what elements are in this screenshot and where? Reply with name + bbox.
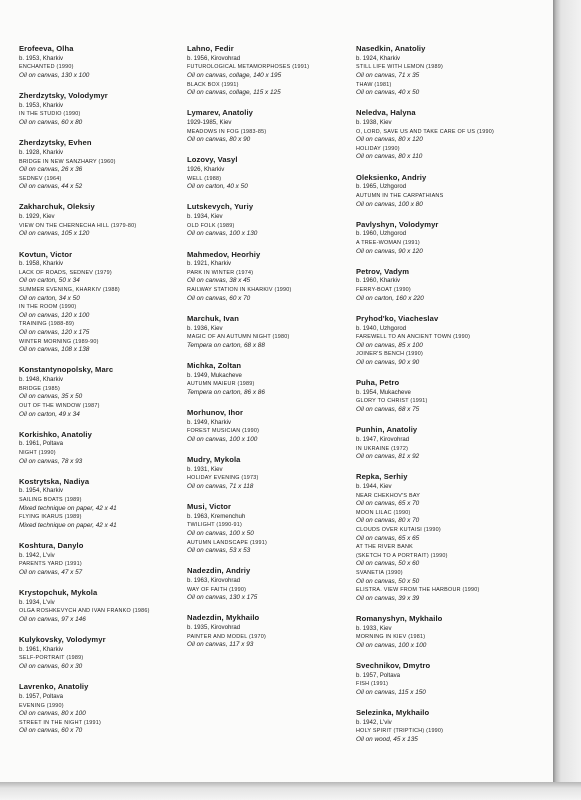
artist-entry (356, 108, 526, 162)
artwork-medium: Oil on canvas, 80 x 70 (356, 517, 420, 525)
artwork-title: FISH (1991) (356, 681, 389, 688)
artwork-medium: Oil on canvas, 97 x 146 (19, 616, 86, 623)
artwork-title: CLOUDS OVER KUTAISI (1990) (356, 526, 441, 533)
artist-name: Svechnikov, Dmytro (356, 660, 431, 670)
artwork-medium: Oil on canvas, 35 x 50 (19, 393, 83, 401)
artwork-medium: Tempera on carton, 86 x 86 (187, 388, 265, 396)
artwork-medium: Oil on canvas, 115 x 150 (356, 688, 426, 696)
artwork-medium: Oil on canvas, 60 x 70 (187, 294, 251, 302)
artist-name: Pavlyshyn, Volodymyr (356, 219, 439, 229)
artwork-title: HOLY SPIRIT (TRIPTICH) (1990) (356, 728, 444, 735)
artist-bio: b. 1936, Kiev (187, 324, 223, 332)
artwork-medium: Oil on canvas, 81 x 92 (356, 453, 420, 461)
artist-entry (187, 155, 357, 192)
artwork-title: BRIDGE (1985) (19, 385, 60, 392)
column-1 (19, 44, 189, 746)
artist-entry (19, 365, 189, 419)
artist-name: Michka, Zoltan (187, 360, 242, 370)
artwork-medium: Oil on canvas, 100 x 100 (356, 641, 427, 649)
artist-bio: b. 1953, Kharkiv (19, 101, 64, 109)
artist-name: Korkishko, Anatoliy (19, 429, 92, 439)
page-edge-shadow (553, 0, 581, 800)
artist-entry (19, 477, 189, 531)
artwork-medium: Oil on canvas, 71 x 118 (187, 482, 254, 490)
artwork-title: IN THE ROOM (1990) (19, 304, 77, 311)
artist-entry (19, 588, 189, 625)
artwork-title: OLGA ROSHKEVYCH AND IVAN FRANKO (1986) (19, 608, 150, 615)
artwork-title: PAINTER AND MODEL (1970) (187, 633, 267, 640)
artist-entry (19, 250, 189, 355)
artist-entry (187, 566, 357, 603)
artwork-title: FOREST MUSICIAN (1990) (187, 428, 260, 435)
artwork-medium: Oil on canvas, 90 x 90 (356, 358, 420, 366)
artwork-medium: Oil on canvas, 100 x 80 (356, 200, 423, 208)
artwork-medium: Oil on wood, 45 x 135 (356, 735, 418, 743)
artwork-title: WINTER MORNING (1989-90) (19, 338, 99, 345)
artist-entry (187, 250, 357, 304)
artist-bio: b. 1949, Mukacheve (187, 371, 242, 379)
artist-name: Oleksienko, Andriy (356, 172, 427, 182)
artist-bio: b. 1954, Kharkiv (19, 487, 64, 495)
artist-name: Neledva, Halyna (356, 108, 416, 118)
artist-bio: b. 1931, Kiev (187, 465, 223, 473)
artist-name: Lahno, Fedir (187, 44, 234, 53)
artwork-medium: Oil on canvas, 100 x 100 (187, 435, 258, 443)
artwork-medium: Mixed technique on paper, 42 x 41 (19, 521, 117, 529)
artwork-medium: Oil on canvas, 44 x 52 (19, 183, 83, 191)
artist-bio: b. 1940, Uzhgorod (356, 324, 407, 332)
artist-entry (19, 541, 189, 578)
artist-name: Marchuk, Ivan (187, 313, 239, 323)
artist-bio: b. 1954, Mukacheve (356, 388, 411, 396)
artist-bio: b. 1960, Uzhgorod (356, 230, 407, 238)
artwork-medium: Oil on canvas, 80 x 90 (187, 136, 251, 144)
artist-entry (356, 614, 526, 651)
artist-name: Punhin, Anatoliy (356, 425, 418, 435)
artist-entry (19, 430, 189, 467)
artist-bio: b. 1953, Kharkiv (19, 54, 64, 62)
artwork-title: LACK OF ROADS, SEDNEV (1979) (19, 269, 112, 276)
artist-entry (187, 502, 357, 556)
artwork-title: IN UKRAINE (1972) (356, 445, 409, 452)
artwork-title: SUMMER EVENING, KHARKIV (1988) (19, 287, 120, 294)
artwork-title: STREET IN THE NIGHT (1991) (19, 719, 101, 726)
artist-entry (356, 708, 526, 745)
artwork-medium: Oil on carton, 50 x 34 (19, 277, 80, 285)
artwork-medium: Oil on canvas, 100 x 50 (187, 530, 254, 538)
artist-entry (187, 202, 357, 239)
artwork-medium: Oil on carton, 40 x 50 (187, 183, 248, 191)
artist-name: Koshtura, Danylo (19, 540, 84, 550)
artwork-title: BLACK BOX (1991) (187, 81, 239, 88)
artist-bio: b. 1956, Kirovohrad (187, 54, 241, 62)
artist-entry (356, 314, 526, 368)
artist-name: Selezinka, Mykhailo (356, 707, 430, 717)
artist-name: Zakharchuk, Oleksiy (19, 202, 95, 212)
artwork-medium: Oil on canvas, 108 x 138 (19, 346, 90, 354)
artwork-medium: Oil on canvas, 60 x 80 (19, 119, 83, 127)
artwork-medium: Oil on canvas, 130 x 100 (19, 71, 90, 79)
artist-bio: b. 1963, Kirovohrad (187, 577, 241, 585)
column-3 (356, 44, 526, 755)
artwork-title: AUTUMN IN THE CARPATHIANS (356, 192, 444, 199)
artwork-title: ELISTRA. VIEW FROM THE HARBOUR (1990) (356, 587, 480, 594)
artist-bio: b. 1957, Poltava (356, 671, 401, 679)
artwork-medium: Oil on canvas, 80 x 100 (19, 710, 86, 718)
artist-bio: b. 1961, Poltava (19, 440, 64, 448)
artwork-title: VIEW ON THE CHERNECHA HILL (1979-80) (19, 222, 137, 229)
artwork-title: FAREWELL TO AN ANCIENT TOWN (1990) (356, 334, 471, 341)
artist-bio: b. 1957, Poltava (19, 692, 64, 700)
artist-name: Lutskevych, Yuriy (187, 202, 254, 212)
artwork-medium: Oil on canvas, 60 x 30 (19, 663, 83, 671)
artwork-title: PARK IN WINTER (1974) (187, 269, 254, 276)
artwork-title: SAILING BOATS (1989) (19, 497, 82, 504)
artwork-title: TWILIGHT (1990-91) (187, 522, 243, 529)
artwork-title: TRAINING (1988-89) (19, 321, 75, 328)
artwork-medium: Oil on canvas, 120 x 175 (19, 329, 90, 337)
artist-bio: b. 1947, Kirovohrad (356, 435, 410, 443)
artist-entry (356, 173, 526, 210)
artwork-title: THAW (1981) (356, 81, 392, 88)
artist-bio: b. 1948, Kharkiv (19, 376, 64, 384)
artist-entry (356, 267, 526, 304)
artist-bio: b. 1965, Uzhgorod (356, 183, 407, 191)
artwork-medium: Oil on canvas, 117 x 93 (187, 641, 254, 649)
artist-bio: b. 1942, L'viv (19, 551, 55, 559)
artwork-medium: Oil on canvas, 80 x 120 (356, 136, 423, 144)
artwork-title: GLORY TO CHRIST (1991) (356, 398, 428, 405)
artwork-medium: Oil on canvas, 47 x 57 (19, 568, 83, 576)
artwork-medium: Oil on canvas, 65 x 70 (356, 500, 420, 508)
artwork-title: OLD FOLK (1989) (187, 222, 235, 229)
artwork-title: OUT OF THE WINDOW (1987) (19, 402, 100, 409)
page-bottom-shadow (0, 782, 581, 800)
artist-name: Kulykovsky, Volodymyr (19, 635, 106, 645)
artwork-title: (SKETCH TO A PORTRAIT) (1990) (356, 552, 448, 559)
artist-bio: b. 1934, Kiev (187, 213, 223, 221)
artist-bio: b. 1960, Kharkiv (356, 277, 401, 285)
artwork-medium: Oil on canvas, 26 x 36 (19, 166, 83, 174)
artist-name: Morhunov, Ihor (187, 407, 244, 417)
artist-bio: b. 1949, Kharkiv (187, 418, 232, 426)
artist-name: Romanyshyn, Mykhailo (356, 613, 443, 623)
artwork-title: STILL LIFE WITH LEMON (1989) (356, 64, 444, 71)
artist-bio: b. 1934, L'viv (19, 598, 55, 606)
artist-bio: b. 1921, Kharkiv (187, 260, 232, 268)
artist-bio: b. 1961, Kharkiv (19, 645, 64, 653)
artwork-title: MOON LILAC (1990) (356, 509, 411, 516)
artist-entry (19, 682, 189, 736)
artist-name: Kostrytska, Nadiya (19, 476, 90, 486)
artwork-title: AUTUMN LANDSCAPE (1991) (187, 539, 268, 546)
artwork-medium: Oil on canvas, 50 x 50 (356, 577, 420, 585)
artist-entry (187, 455, 357, 492)
artwork-medium: Oil on canvas, 100 x 130 (187, 230, 258, 238)
artist-entry (19, 91, 189, 128)
artwork-title: WELL (1988) (187, 175, 222, 182)
artist-entry (19, 138, 189, 192)
artist-bio: b. 1944, Kiev (356, 482, 392, 490)
artist-name: Puha, Petro (356, 378, 400, 388)
artwork-title: MORNING IN KIEV (1981) (356, 634, 426, 641)
artwork-medium: Oil on canvas, 53 x 53 (187, 547, 251, 555)
artist-name: Pryhod'ko, Viacheslav (356, 313, 439, 323)
artwork-title: HOLIDAY EVENING (1973) (187, 475, 259, 482)
artwork-medium: Oil on canvas, 68 x 75 (356, 406, 420, 414)
artwork-medium: Oil on carton, 160 x 220 (356, 294, 424, 302)
artwork-medium: Oil on canvas, 78 x 93 (19, 457, 83, 465)
artist-entry (356, 472, 526, 603)
artwork-title: NIGHT (1990) (19, 449, 56, 456)
artist-entry (356, 44, 526, 98)
artwork-title: FLYING IKARUS (1989) (19, 514, 82, 521)
artist-entry (187, 361, 357, 398)
artwork-title: IN THE STUDIO (1990) (19, 111, 81, 118)
artist-name: Nadezdin, Andriy (187, 566, 251, 576)
artwork-title: ENCHANTED (1990) (19, 64, 74, 71)
artist-name: Kovtun, Victor (19, 249, 73, 259)
artwork-medium: Oil on canvas, 105 x 120 (19, 230, 90, 238)
artwork-title: PARENTS YARD (1991) (19, 561, 82, 568)
artwork-title: SELF-PORTRAIT (1989) (19, 655, 84, 662)
artwork-title: MAGIC OF AN AUTUMN NIGHT (1980) (187, 334, 290, 341)
artist-bio: b. 1928, Kharkiv (19, 148, 64, 156)
artwork-medium: Tempera on carton, 68 x 88 (187, 341, 265, 349)
artist-bio: b. 1929, Kiev (19, 213, 55, 221)
artwork-medium: Oil on canvas, 130 x 175 (187, 594, 258, 602)
artwork-medium: Oil on canvas, 80 x 110 (356, 153, 423, 161)
artwork-title: FERRY-BOAT (1990) (356, 287, 411, 294)
artist-bio: b. 1942, L'viv (356, 718, 392, 726)
artist-bio: b. 1933, Kiev (356, 624, 392, 632)
artist-entry (187, 314, 357, 351)
artwork-title: NEAR CHEKHOV'S BAY (356, 492, 421, 499)
artist-entry (19, 635, 189, 672)
artwork-medium: Oil on canvas, 65 x 65 (356, 534, 420, 542)
artwork-title: O, LORD, SAVE US AND TAKE CARE OF US (1990) (356, 128, 495, 135)
artwork-medium: Oil on canvas, collage, 140 x 195 (187, 71, 282, 79)
artwork-medium: Oil on canvas, 50 x 60 (356, 560, 420, 568)
artwork-title: JOINER'S BENCH (1990) (356, 351, 424, 358)
artist-name: Lozovy, Vasyl (187, 155, 238, 165)
artist-entry (356, 425, 526, 462)
artist-bio: b. 1963, Kremenchuh (187, 512, 246, 520)
artwork-medium: Oil on canvas, 38 x 45 (187, 277, 251, 285)
artist-name: Lavrenko, Anatoliy (19, 682, 89, 692)
artwork-medium: Oil on canvas, 85 x 100 (356, 341, 423, 349)
artwork-title: BRIDGE IN NEW SANZHARY (1960) (19, 158, 116, 165)
artwork-title: FUTUROLOGICAL METAMORPHOSES (1991) (187, 64, 310, 71)
artwork-title: EVENING (1990) (19, 702, 64, 709)
artist-name: Nadezdin, Mykhailo (187, 613, 260, 623)
artwork-medium: Oil on carton, 34 x 50 (19, 294, 80, 302)
artist-name: Mahmedov, Heorhiy (187, 249, 261, 259)
artist-name: Krystopchuk, Mykola (19, 588, 98, 598)
artwork-medium: Oil on canvas, 120 x 100 (19, 311, 90, 319)
artist-entry (356, 220, 526, 257)
artwork-medium: Oil on carton, 49 x 34 (19, 410, 80, 418)
artwork-title: RAILWAY STATION IN KHARKIV (1990) (187, 287, 292, 294)
artist-bio: b. 1924, Kharkiv (356, 54, 401, 62)
artist-bio: b. 1958, Kharkiv (19, 260, 64, 268)
artist-entry (187, 408, 357, 445)
artist-bio: 1926, Kharkiv (187, 166, 225, 174)
artist-entry (356, 378, 526, 415)
artist-name: Mudry, Mykola (187, 455, 241, 464)
artwork-title: A TREE-WOMAN (1991) (356, 240, 420, 246)
artist-name: Musi, Victor (187, 502, 232, 512)
artwork-title: SEDNEV (1964) (19, 175, 62, 182)
artwork-title: MEADOWS IN FOG (1983-85) (187, 128, 267, 135)
artwork-medium: Oil on canvas, 71 x 35 (356, 71, 420, 79)
artist-entry (187, 613, 357, 650)
artwork-title: AUTUMN MAIEUR (1989) (187, 381, 255, 388)
artwork-title: HOLIDAY (1990) (356, 145, 400, 152)
artwork-medium: Oil on canvas, 60 x 70 (19, 727, 83, 735)
artwork-title: WAY OF FAITH (1990) (187, 586, 247, 593)
artist-name: Lymarev, Anatoliy (187, 108, 253, 118)
artist-bio: b. 1935, Kirovohrad (187, 624, 241, 632)
artist-entry (19, 202, 189, 239)
artist-entry (356, 661, 526, 698)
artist-name: Repka, Serhiy (356, 472, 408, 482)
artwork-title: SVANETIA (1990) (356, 569, 403, 576)
artwork-medium: Mixed technique on paper, 42 x 41 (19, 504, 117, 512)
artwork-medium: Oil on canvas, 40 x 50 (356, 89, 420, 97)
artist-name: Nasedkin, Anatoliy (356, 44, 426, 53)
artwork-medium: Oil on canvas, collage, 115 x 125 (187, 89, 281, 97)
artist-name: Zherdzytsky, Evhen (19, 138, 92, 148)
artist-name: Erofeeva, Olha (19, 44, 74, 53)
artwork-title: AT THE RIVER BANK (356, 544, 413, 551)
artist-entry (187, 108, 357, 145)
artist-name: Konstantynopolsky, Marc (19, 365, 114, 375)
artist-bio: b. 1938, Kiev (356, 119, 392, 127)
column-2 (187, 44, 357, 661)
artist-name: Zherdzytsky, Volodymyr (19, 91, 108, 101)
artist-entry (19, 44, 189, 81)
artist-bio: 1929-1985, Kiev (187, 119, 232, 127)
artist-entry (187, 44, 357, 98)
artwork-medium: Oil on canvas, 90 x 120 (356, 247, 423, 255)
artwork-medium: Oil on canvas, 39 x 39 (356, 594, 420, 602)
artist-name: Petrov, Vadym (356, 266, 410, 276)
